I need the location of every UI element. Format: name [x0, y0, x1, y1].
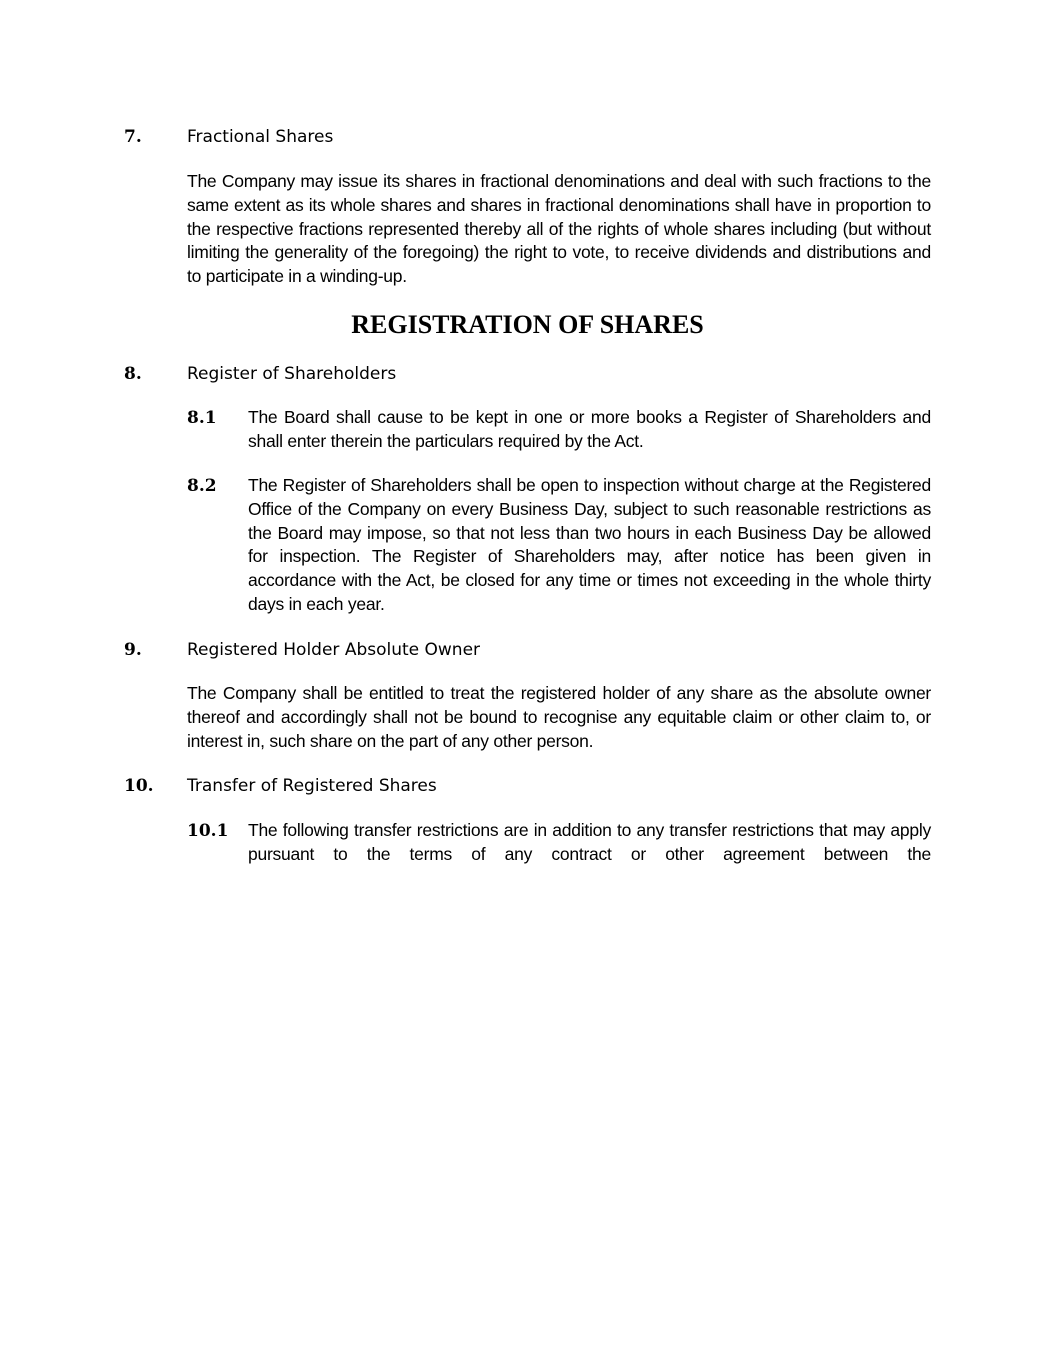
section-8-2-number: 8.2: [187, 476, 217, 496]
section-9-title: Registered Holder Absolute Owner: [187, 640, 481, 660]
section-8-number: 8.: [124, 364, 142, 384]
section-10-title: Transfer of Registered Shares: [187, 776, 437, 796]
section-8-1-paragraph: The Board shall cause to be kept in one or more books a Register of Shareholders and shall enter therein the particulars required by the Act.: [248, 407, 931, 451]
section-9-paragraph: The Company shall be entitled to treat the registered holder of any share as the absolute owner thereof and accordingly shall not be bound to recognise any equitable claim or other claim to, or interest in, such share on the part of any other person.: [187, 683, 931, 751]
section-9-number: 9.: [124, 640, 142, 660]
section-7-number: 7.: [124, 127, 142, 147]
section-8-1-number: 8.1: [187, 408, 217, 428]
section-8-title: Register of Shareholders: [187, 364, 397, 384]
section-7-paragraph: The Company may issue its shares in fractional denominations and deal with such fractions to the same extent as its whole shares and shares in fractional denominations shall have in proportion to the respective fractions represented thereby all of the rights of whole shares including (but without limiting the generality of the foregoing) the right to vote, to receive dividends and distributions and to participate in a winding-up.: [187, 171, 931, 287]
section-8-2-paragraph: The Register of Shareholders shall be open to inspection without charge at the Registered Office of the Company on every Business Day, subject to such reasonable restrictions as the Board may impose, so that not less than two hours in each Business Day be allowed for inspection. The Register of Shareholders may, after notice has been given in accordance with the Act, be closed for any time or times not exceeding in the whole thirty days in each year.: [248, 475, 931, 614]
section-10-1-number: 10.1: [187, 821, 229, 841]
section-7-title: Fractional Shares: [187, 127, 334, 147]
section-10-number: 10.: [124, 776, 154, 796]
registration-of-shares-heading: REGISTRATION OF SHARES: [351, 310, 704, 339]
section-10-1-paragraph: The following transfer restrictions are in addition to any transfer restrictions that may apply pursuant to the terms of any contract or other agreement between the: [248, 820, 931, 864]
